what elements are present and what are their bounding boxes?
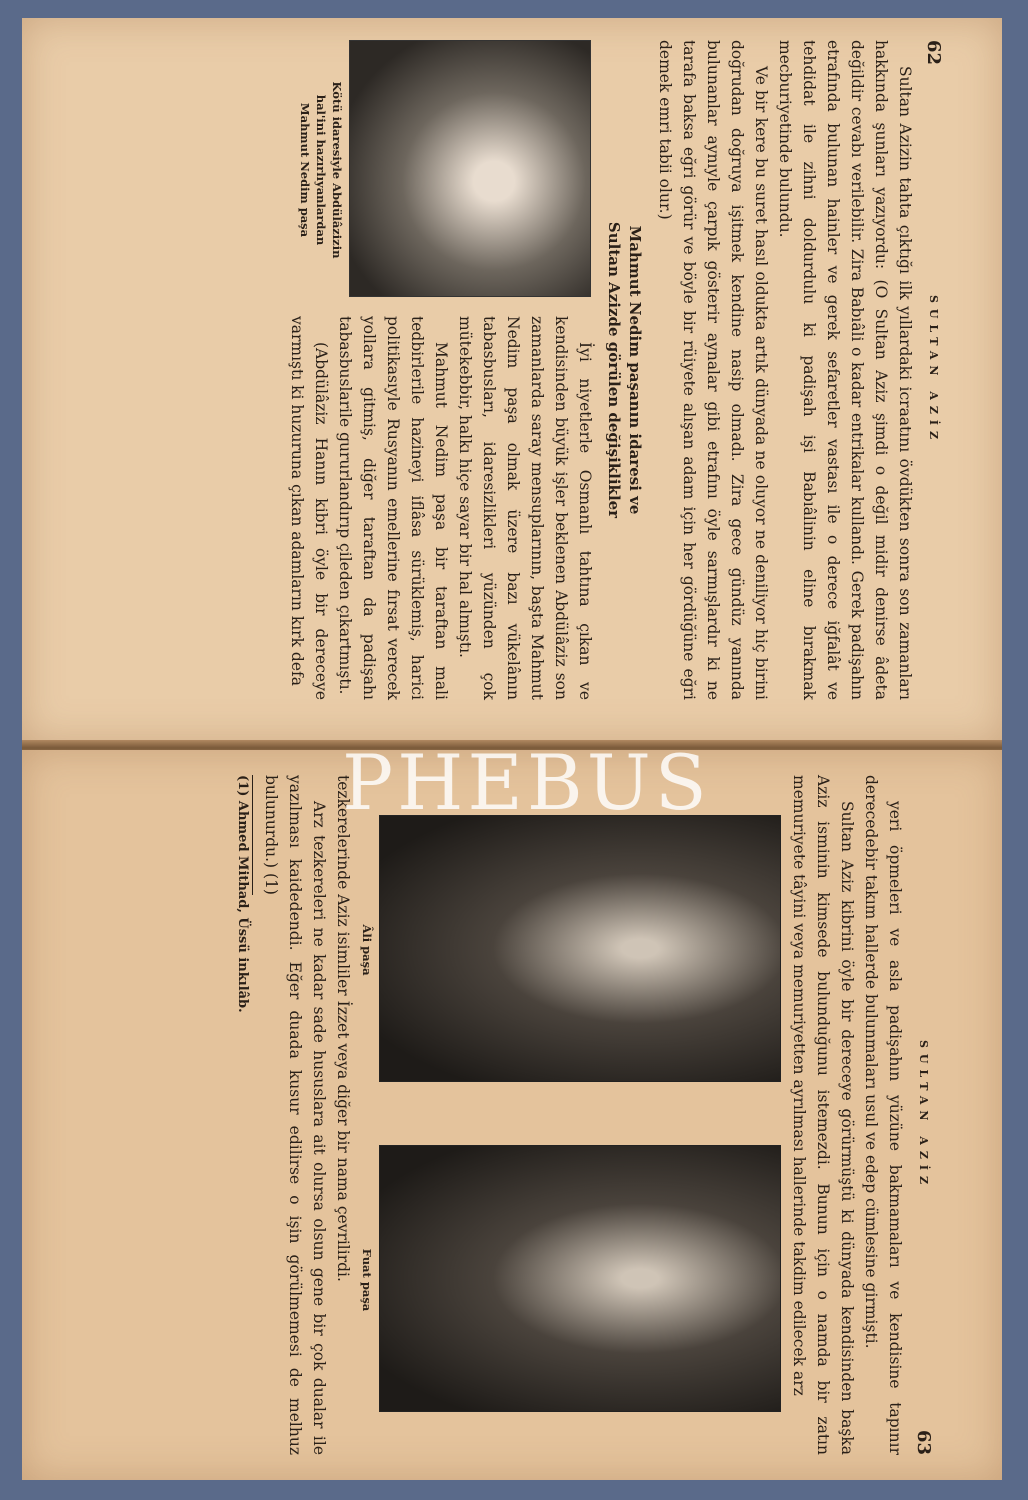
page-number: 62 xyxy=(923,40,944,66)
watermark: PHEBUS xyxy=(342,738,711,827)
paragraph: yeri öpmeleri ve asla padişahın yüzüne bakmamaları ve kendisine tapınır derecedebir takım hallerde bulunmaları usul ve edep cümlesine girmişti. xyxy=(862,775,904,1455)
footnote-divider xyxy=(252,775,253,895)
caption-line: Mahmut Nedim paşa xyxy=(298,102,312,238)
photo-caption: Fuat paşa xyxy=(360,1248,374,1312)
portrait-figure xyxy=(297,40,591,300)
paragraph: Ve bir kere bu suret hasıl oldukta artık dünyada ne oluyor ne deniliyor hiç birini doğrudan doğruya işitmek kendine nasip olmadı. Zira gece gündüz yanında bulunanlar aynıyle çarpık gösterir aynalar gibi etrafını öyle sarmışlardır ki ne tarafa baksa eğri görür ve böyle bir rüiyete alışan adam için her gördüğüne eğri demek emri tabii olur.) xyxy=(656,40,770,700)
photo-figure xyxy=(359,815,781,1085)
running-header xyxy=(913,775,934,1455)
running-header xyxy=(923,40,944,700)
portrait-photo xyxy=(349,40,591,297)
fuat-pasa-photo xyxy=(379,1145,781,1412)
paragraph: (Abdülâziz Hanın kibri öyle bir dereceye varmıştı ki huzuruna çıkan adamların kırk defa xyxy=(288,316,330,700)
photo-figure xyxy=(359,1145,781,1415)
header-title: SULTAN AZİZ xyxy=(927,294,940,446)
photos-row xyxy=(359,815,781,1455)
paragraph: Arz tezkereleri ne kadar sade hususlara ait olursa olsun gene bir çok dualar ile yazılması kaidedendi. Eğer duada kusur edilirse o işin görülmemesi de melhuz bulunurdu.) (1) xyxy=(262,775,328,1455)
paragraph: İyi niyetlerle Osmanlı tahtına çıkan ve kendisinden büyük işler beklenen Abdülâziz son zamanlarda saray mensuplarının, başta Mahmut Nedim paşa olmak üzere bazı vükelânın tabasbusları, idaresizlikleri yüzünden çok mütekebbir, halkı hiçe sayar bir hal almıştı. xyxy=(456,316,594,700)
page-63-content xyxy=(50,775,934,1455)
photo-caption: Âli paşa xyxy=(360,924,374,976)
page-number: 63 xyxy=(913,1429,934,1455)
section-heading xyxy=(603,40,645,700)
paragraph: Sultan Azizin tahta çıktığı ilk yıllardaki icraatını övdükten sonra son zamanları hakkında şunları yazıyordu: (O Sultan Aziz şimdi o değil midir denirse âdeta değildir cevabı verilebilir. Zira Babıâli o kadar entrikalar kullandı. Gerek padişahın etrafında bulunan hainler ve gerek sefaretler vastası ile o derece iğfalât ve tehdidat ile zihni doldurdulu ki padişah işi Babıâlinin eline bırakmak mecburiyetinde bulundu. xyxy=(776,40,914,700)
caption-line: Kötü idaresiyle Abdülâzizin xyxy=(330,81,344,259)
footnote: (1) Ahmed Mithad, Üssü inkılâb. xyxy=(235,775,250,1013)
portrait-caption xyxy=(297,40,345,300)
paragraph: tezkerelerinde Aziz isimliler İzzet veya diğer bir nama çevrilirdi. xyxy=(334,775,352,1282)
ali-pasa-photo xyxy=(379,815,781,1082)
page-62-content xyxy=(60,40,944,700)
caption-line: hal'ini hazırlıyanlardan xyxy=(314,94,328,246)
paragraph: Mahmut Nedim paşa bir taraftan mali tedbirlerile hazineyi iflâsa sürüklemiş, harici politikasıyle Rusyanın emellerine fırsat verecek yollara gitmiş, diğer taraftan da padişahı tabasbuslarile gururlandırıp çileden çıkartmıştı. xyxy=(336,316,450,700)
paragraph: Sultan Aziz kibrini öyle bir dereceye görürmüştü ki dünyada kendisinden başka Aziz isminin kimsede bulunduğunu istemezdi. Bunun için o namda bir zatın memuriyete tâyini veya memuriyetten ayrılması hallerinde takdim edilecek arz xyxy=(790,775,856,1455)
header-title: SULTAN AZİZ xyxy=(917,1039,930,1191)
section-heading-line: Sultan Azizde görülen değişiklikler xyxy=(605,221,623,519)
section-heading-line: Mahmut Nedim paşanın idaresi ve xyxy=(626,225,644,515)
